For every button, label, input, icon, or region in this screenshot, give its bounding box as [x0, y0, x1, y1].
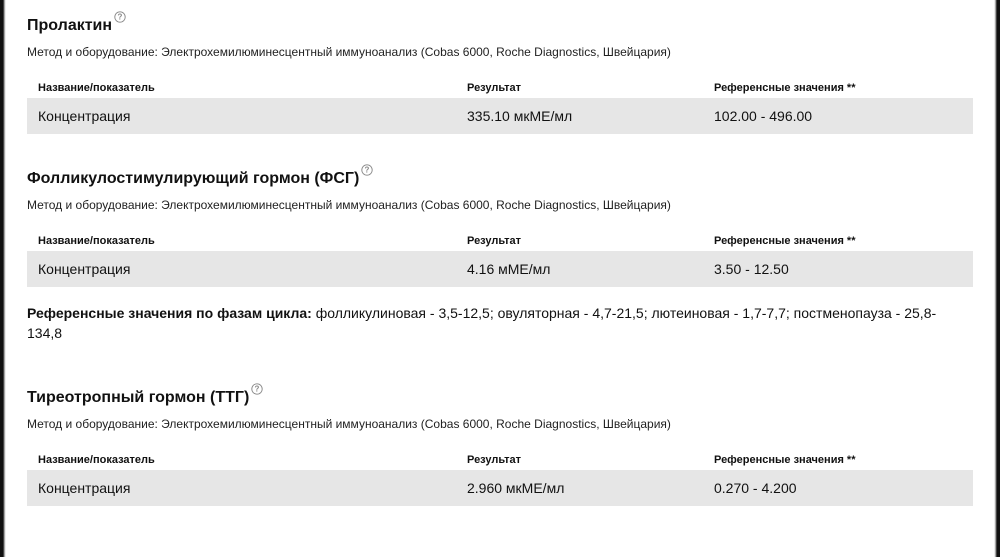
cell-result: 2.960 мкМЕ/мл [467, 480, 565, 496]
cell-result: 335.10 мкМЕ/мл [467, 108, 573, 124]
table-header [27, 450, 973, 470]
note-label: Референсные значения по фазам цикла: [27, 305, 312, 321]
svg-text:?: ? [364, 165, 370, 175]
table-row [27, 251, 973, 287]
cell-result: 4.16 мМЕ/мл [467, 261, 551, 277]
fsh-cycle-reference-note [27, 303, 967, 343]
help-icon[interactable] [251, 383, 263, 395]
left-frame-border [0, 0, 6, 557]
method-text: Метод и оборудование: Электрохемилюминесцентный иммуноанализ (Cobas 6000, Roche Diagnostics, Швейцария) [27, 45, 671, 59]
header-reference: Референсные значения ** [714, 82, 856, 94]
help-icon[interactable] [114, 11, 126, 23]
cell-name: Концентрация [38, 480, 131, 496]
header-name: Название/показатель [38, 454, 155, 466]
header-result: Результат [467, 82, 522, 94]
header-reference: Референсные значения ** [714, 235, 856, 247]
table-row [27, 98, 973, 134]
table-header [27, 231, 973, 251]
cell-reference: 0.270 - 4.200 [714, 480, 797, 496]
cell-reference: 3.50 - 12.50 [714, 261, 789, 277]
section-prolactin [27, 12, 973, 134]
cell-name: Концентрация [38, 108, 131, 124]
section-title-text: Пролактин [27, 17, 113, 34]
header-name: Название/показатель [38, 82, 155, 94]
section-title-text: Тиреотропный гормон (ТТГ) [27, 389, 250, 406]
method-text: Метод и оборудование: Электрохемилюминесцентный иммуноанализ (Cobas 6000, Roche Diagnostics, Швейцария) [27, 198, 671, 212]
table-header [27, 78, 973, 98]
section-title [27, 12, 973, 36]
header-result: Результат [467, 235, 522, 247]
section-title [27, 165, 973, 189]
right-frame-border [994, 0, 1000, 557]
svg-text:?: ? [117, 12, 123, 22]
header-result: Результат [467, 454, 522, 466]
section-tsh [27, 384, 973, 506]
table-row [27, 470, 973, 506]
note-text: фолликулиновая - 3,5-12,5; овуляторная - 4,7-21,5; лютеиновая - 1,7-7,7; постменопауза - 25,8-134,8 [27, 305, 937, 341]
cell-reference: 102.00 - 496.00 [714, 108, 813, 124]
section-title [27, 384, 973, 408]
help-icon[interactable] [361, 164, 373, 176]
header-reference: Референсные значения ** [714, 454, 856, 466]
header-name: Название/показатель [38, 235, 155, 247]
method-text: Метод и оборудование: Электрохемилюминесцентный иммуноанализ (Cobas 6000, Roche Diagnostics, Швейцария) [27, 417, 671, 431]
section-title-text: Фолликулостимулирующий гормон (ФСГ) [27, 170, 360, 187]
section-fsh [27, 165, 973, 287]
cell-name: Концентрация [38, 261, 131, 277]
svg-text:?: ? [254, 384, 260, 394]
